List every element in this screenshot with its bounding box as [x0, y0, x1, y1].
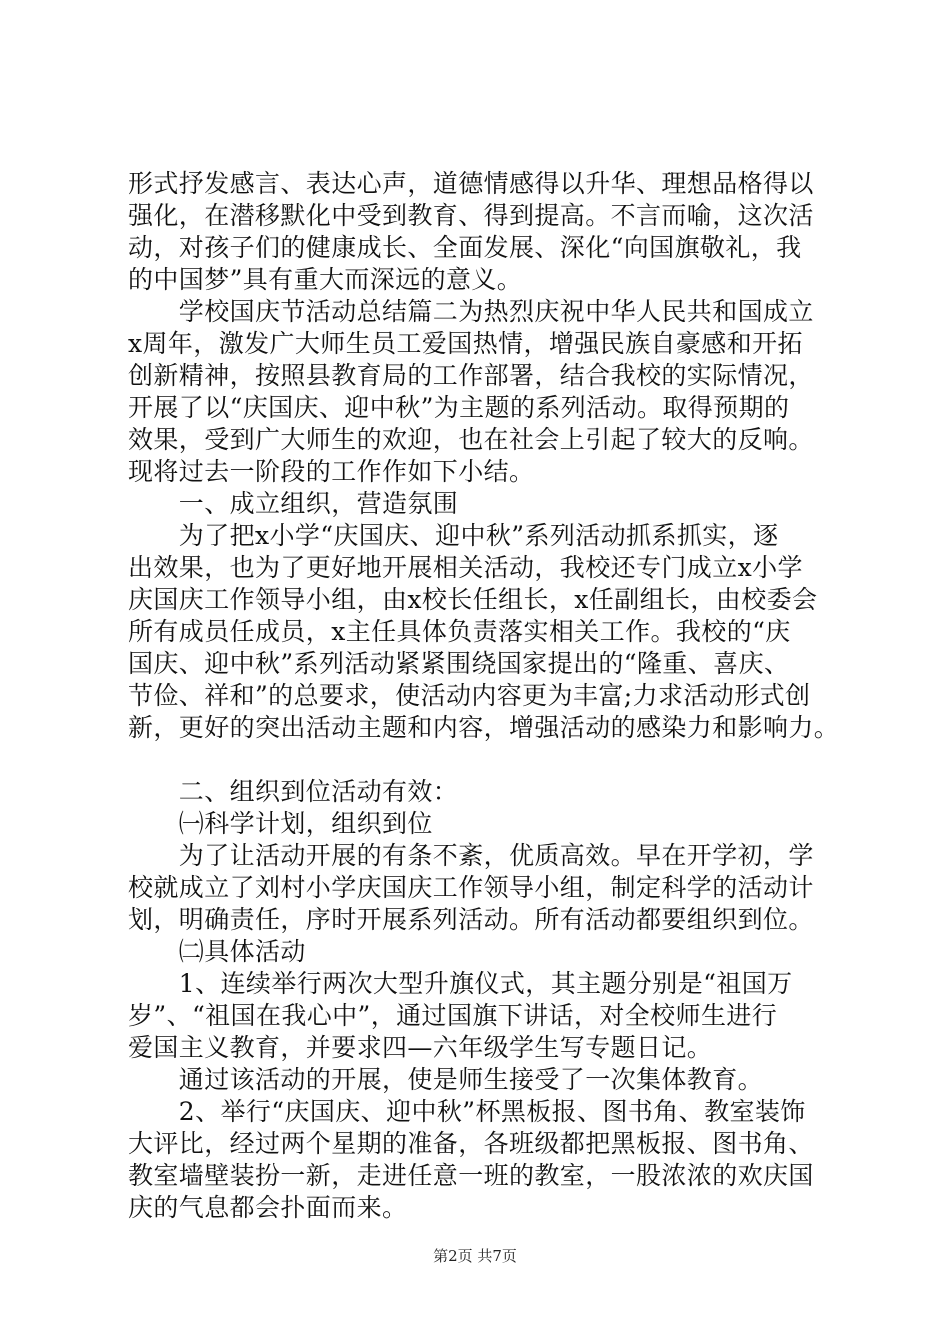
text-line: 庆的气息都会扑面而来。: [128, 1193, 408, 1222]
document-body: [128, 168, 844, 1224]
text-line: 所有成员任成员，x主任具体负责落实相关工作。我校的“庆: [128, 617, 791, 646]
text-line: 教室墙壁装扮一新，走进任意一班的教室，一股浓浓的欢庆国: [128, 1161, 814, 1190]
text-line: 大评比，经过两个星期的准备，各班级都把黑板报、图书角、: [128, 1129, 814, 1158]
text-line: 形式抒发感言、表达心声，道德情感得以升华、理想品格得以: [128, 169, 814, 198]
text-line: 划，明确责任，序时开展系列活动。所有活动都要组织到位。: [128, 905, 814, 934]
text-line: 效果，受到广大师生的欢迎，也在社会上引起了较大的反响。: [128, 425, 814, 454]
text-line: 动，对孩子们的健康成长、全面发展、深化“向国旗敬礼，我: [128, 233, 802, 262]
text-line: 通过该活动的开展，使是师生接受了一次集体教育。: [128, 1065, 764, 1094]
text-line: 开展了以“庆国庆、迎中秋”为主题的系列活动。取得预期的: [128, 393, 790, 422]
subsection-heading: ㈠科学计划，组织到位: [128, 809, 433, 838]
text-line: 创新精神，按照县教育局的工作部署，结合我校的实际情况，: [128, 361, 814, 390]
text-line: 出效果，也为了更好地开展相关活动，我校还专门成立x小学: [128, 553, 803, 582]
text-line: 现将过去一阶段的工作作如下小结。: [128, 457, 535, 486]
text-line: 学校国庆节活动总结篇二为热烈庆祝中华人民共和国成立: [128, 297, 814, 326]
text-line: 爱国主义教育，并要求四—六年级学生写专题日记。: [128, 1033, 713, 1062]
text-line: 2、举行“庆国庆、迎中秋”杯黑板报、图书角、教室装饰: [128, 1097, 806, 1126]
text-line: 为了让活动开展的有条不紊，优质高效。早在开学初，学: [128, 841, 814, 870]
text-line: 的中国梦”具有重大而深远的意义。: [128, 265, 523, 294]
text-line: 庆国庆工作领导小组，由x校长任组长，x任副组长，由校委会: [128, 585, 818, 614]
text-line: 1、连续举行两次大型升旗仪式，其主题分别是“祖国万: [128, 969, 793, 998]
section-heading: 一、成立组织，营造氛围: [128, 489, 459, 518]
text-line: 强化，在潜移默化中受到教育、得到提高。不言而喻，这次活: [128, 201, 814, 230]
text-line: 为了把x小学“庆国庆、迎中秋”系列活动抓系抓实，逐: [128, 521, 779, 550]
subsection-heading: ㈡具体活动: [128, 937, 306, 966]
page-number: 第2页 共7页: [433, 1247, 517, 1265]
blank-line: [128, 744, 844, 776]
text-line: 国庆、迎中秋”系列活动紧紧围绕国家提出的“隆重、喜庆、: [128, 649, 790, 678]
text-line: 新，更好的突出活动主题和内容，增强活动的感染力和影响力。: [128, 713, 840, 742]
text-line: 校就成立了刘村小学庆国庆工作领导小组，制定科学的活动计: [128, 873, 814, 902]
text-line: 节俭、祥和”的总要求，使活动内容更为丰富;力求活动形式创: [128, 681, 811, 710]
text-line: 岁”、“祖国在我心中”，通过国旗下讲话，对全校师生进行: [128, 1001, 778, 1030]
section-heading: 二、组织到位活动有效：: [128, 777, 459, 806]
text-line: x周年，激发广大师生员工爱国热情，增强民族自豪感和开拓: [128, 329, 803, 358]
